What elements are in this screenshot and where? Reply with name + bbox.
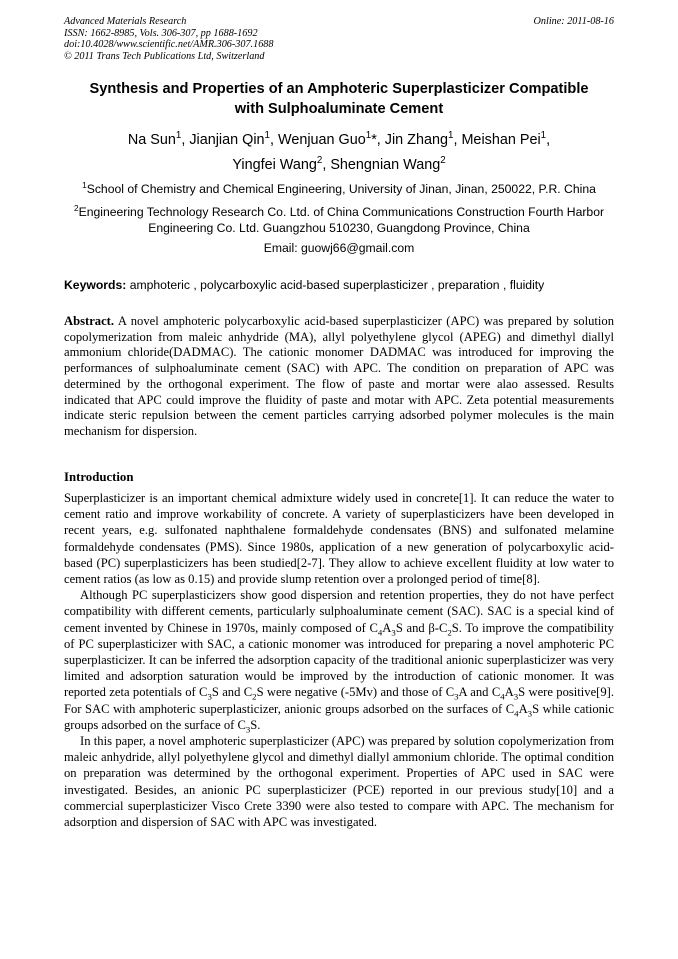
affiliation-marker: 2 [316,155,323,167]
author-name: , Jianjian Qin [181,132,265,148]
affiliation-marker: 1 [448,130,454,142]
subscript: 2 [252,691,257,702]
abstract-label: Abstract. [64,314,115,328]
paper-title [64,80,614,119]
online-date: Online: 2011-08-16 [533,16,614,27]
text-run: S. [250,717,261,732]
affiliation-2 [64,204,614,236]
text-run: S were positive[9]. For SAC with amphoteric superplasticizer, anionic groups adsorbed on the surfaces of C [64,685,615,716]
text-run: A [504,685,514,700]
text-run: A [518,701,528,716]
abstract [64,314,614,440]
keywords [64,277,614,293]
affiliation-number: 1 [82,179,87,190]
paragraph-3: In this paper, a novel amphoteric superplasticizer (APC) was prepared by solution copolymerization from maleic anhydride, allyl polyethylene glycol and dimethyl diallyl ammonium chloride. The optimal condition on preparation was determined by the orthogonal experiment. Properties of APC used in SAC were investigated. Besides, an anionic PC superplasticizer (PCE) reported in our previous study[10] and a commercial superplasticizer Visco Crete 3390 were also tested to compare with APC. The mechanism for adsorption and dispersion of SAC with APC was investigated. [64,734,614,830]
text-run: S and C [211,685,253,700]
title-line-2: with Sulphoaluminate Cement [234,100,444,117]
subscript: 4 [500,691,505,702]
subscript: 3 [207,691,212,702]
affiliation-1 [64,181,614,197]
author-name: Yingfei Wang [232,157,317,173]
subscript: 4 [377,627,383,638]
subscript: 4 [514,708,519,719]
author-separator: , [546,132,551,148]
author-line-1 [64,128,614,153]
subscript: 3 [454,691,459,702]
journal-header [64,16,614,62]
keywords-label: Keywords: [64,278,127,292]
subscript: 3 [527,708,533,719]
author-name: , Meishan Pei [453,132,541,148]
affiliation-2-line-1 [64,204,614,220]
text-run: A [382,620,392,635]
author-line-2 [64,153,614,178]
text-run: A and C [458,685,501,700]
affiliation-marker: 1 [365,130,372,142]
section-heading-introduction: Introduction [64,470,134,484]
affiliation-marker: 1 [175,130,182,142]
affiliation-text: School of Chemistry and Chemical Engineering, University of Jinan, Jinan, 250022, P.R. China [86,182,596,196]
introduction-body [64,490,614,830]
affiliation-2-line-2: Engineering Co. Ltd. Guangzhou 510230, Guangdong Province, China [148,221,530,235]
keywords-text: amphoteric , polycarboxylic acid-based superplasticizer , preparation , fluidity [126,278,545,292]
text-run: S were negative (-5Mv) and those of C [256,685,455,700]
author-name: Na Sun [127,132,176,148]
subscript: 3 [245,724,251,735]
contact-email: Email: guowj66@gmail.com [263,241,415,255]
paragraph-2 [64,587,614,733]
journal-name: Advanced Materials Research [64,16,187,27]
title-line-1: Synthesis and Properties of an Amphoteric Superplasticizer Compatible [89,81,589,97]
subscript: 2 [447,627,452,638]
affiliation-text: Engineering Technology Research Co. Ltd. of China Communications Construction Fourth Harbor [78,205,605,219]
subscript: 3 [513,691,519,702]
affiliation-marker: 2 [440,155,446,167]
subscript: 3 [391,627,396,638]
paragraph-1: Superplasticizer is an important chemical admixture widely used in concrete[1]. It can reduce the water to cement ratio and improve workability of concrete. A variety of superplasticizers have been developed in recent years, e.g. sulfonated naphthalene formaldehyde condensates (BNS) and sulfonated melamine formaldehyde condensates (PMS). Since 1980s, application of a new generation of polycarboxylic acid-based (PC) superplasticizers has been studied[2-7]. They allow to achieve excellent fluidity at low water to cement ratios (as low as 0.15) and provide slump retention over a prolonged period of time[8]. [64,491,614,587]
issn-line: ISSN: 1662-8985, Vols. 306-307, pp 1688-1692 [64,27,258,39]
text-run: S. To improve the compatibility of PC superplasticizer with SAC, a cationic monomer was introduced for preparing a novel amphoteric PC superplasticizer. It can be inferred the adsorption capacity of the traditional anionic superplasticizer was very limited and adsorption saturation would be improved by the introduction of cationic monomer. It was reported zeta potentials of C [64,620,614,700]
author-list [64,128,614,178]
text-run: Although PC superplasticizers show good dispersion and retention properties, they do not have perfect compatibility with different cements, particularly sulphoaluminate cement (SAC). SAC is a special kind of cement invented by Chinese in 1970s, mainly composed of C [64,588,614,635]
affiliation-marker: 1 [264,130,270,142]
affiliation-number: 2 [73,202,79,213]
author-name: , Jin Zhang [376,132,448,148]
text-run: S and β-C [395,620,448,635]
doi-line: doi:10.4028/www.scientific.net/AMR.306-307.1688 [64,39,274,51]
abstract-text: A novel amphoteric polycarboxylic acid-based superplasticizer (APC) was prepared by solution copolymerization from maleic anhydride (MA), allyl polyethylene glycol (APEG) and dimethyl diallyl ammonium chloride(DADMAC). The cationic monomer DADMAC was introduced for improving the performances of sulphoaluminate cement (SAC) with APC. The condition on preparation of APC was determined by the orthogonal experiment. The flow of paste and mortar were alao assessed. Results indicated that APC could improve the fluidity of paste and motar with APC. Zeta potential measurements indicate steric repulsion between the cement particles carrying adsorbed polymer molecules is the main mechanism for dispersion. [64,314,614,438]
corresponding-mark: * [371,132,377,148]
author-name: , Wenjuan Guo [270,132,366,148]
author-name: , Shengnian Wang [322,157,441,173]
copyright-line: © 2011 Trans Tech Publications Ltd, Switzerland [64,50,265,62]
affiliation-marker: 1 [540,130,547,142]
text-run: S while cationic groups adsorbed on the surface of C [64,701,615,732]
